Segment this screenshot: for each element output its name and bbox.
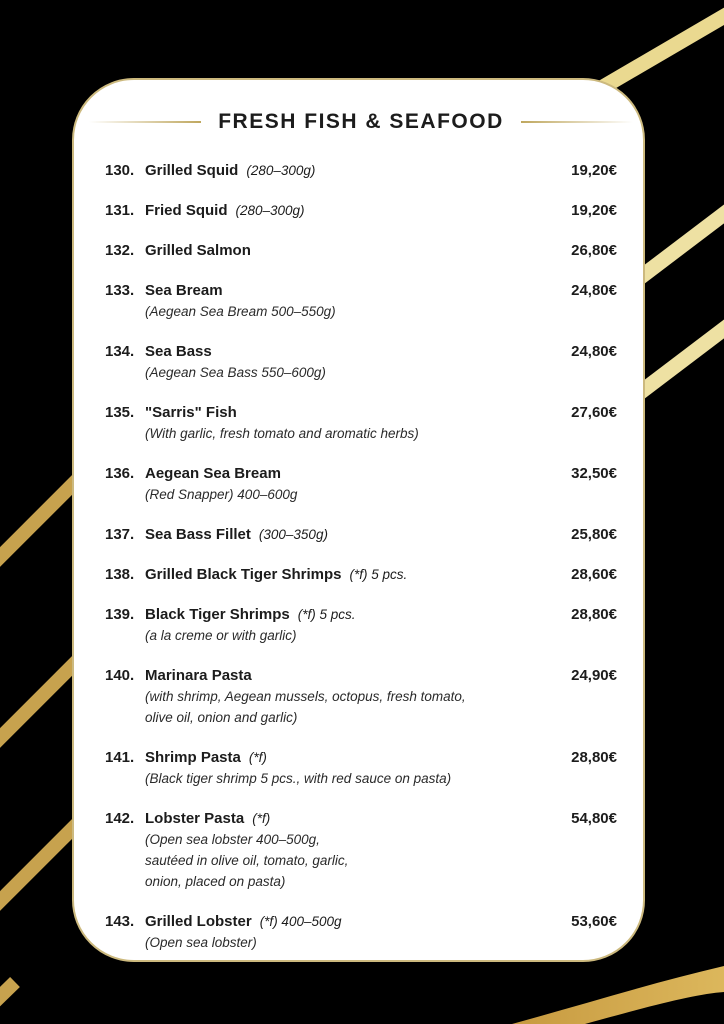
menu-item xyxy=(105,747,617,789)
menu-item xyxy=(105,808,617,892)
item-price: 24,90€ xyxy=(571,667,617,684)
item-name-wrap xyxy=(145,911,342,932)
item-price: 54,80€ xyxy=(571,810,617,827)
item-name-wrap xyxy=(145,604,356,625)
item-price: 32,50€ xyxy=(571,465,617,482)
item-description xyxy=(105,424,617,444)
item-description-line: (With garlic, fresh tomato and aromatic herbs) xyxy=(145,426,419,441)
menu-item xyxy=(105,240,617,261)
item-name-wrap xyxy=(145,665,252,686)
item-number: 132. xyxy=(105,242,135,259)
item-name-wrap xyxy=(145,808,270,829)
menu-item-line xyxy=(105,564,617,585)
item-detail-inline: (*f) 5 pcs. xyxy=(349,567,408,582)
menu-item-line xyxy=(105,402,617,423)
item-number: 140. xyxy=(105,667,135,684)
item-description xyxy=(105,626,617,646)
menu-item xyxy=(105,200,617,221)
menu-item xyxy=(105,524,617,545)
gold-swoosh xyxy=(512,966,724,1024)
item-name-wrap xyxy=(145,200,305,221)
item-price: 28,80€ xyxy=(571,606,617,623)
item-number: 134. xyxy=(105,343,135,360)
item-name: Aegean Sea Bream xyxy=(145,465,281,482)
menu-item-line xyxy=(105,463,617,484)
item-name: Grilled Squid xyxy=(145,162,239,179)
item-price: 28,60€ xyxy=(571,566,617,583)
menu-item-line xyxy=(105,808,617,829)
menu-item-line xyxy=(105,747,617,768)
item-name-wrap xyxy=(145,240,251,261)
item-number: 135. xyxy=(105,404,135,421)
item-description-line: (Aegean Sea Bass 550–600g) xyxy=(145,365,326,380)
item-price: 28,80€ xyxy=(571,749,617,766)
item-name-wrap xyxy=(145,341,212,362)
item-detail-inline: (280–300g) xyxy=(246,163,316,178)
item-description-line: sautéed in olive oil, tomato, garlic, xyxy=(145,853,349,868)
menu-item-line xyxy=(105,341,617,362)
item-detail-inline: (280–300g) xyxy=(235,203,305,218)
page-title: FRESH FISH & SEAFOOD xyxy=(218,110,504,133)
item-detail-inline: (300–350g) xyxy=(258,527,328,542)
item-name-wrap xyxy=(145,280,223,301)
title-left-dash xyxy=(89,121,201,124)
menu-item xyxy=(105,665,617,728)
item-name: Fried Squid xyxy=(145,202,228,219)
menu-item xyxy=(105,564,617,585)
item-description xyxy=(105,687,617,728)
item-price: 27,60€ xyxy=(571,404,617,421)
menu-items-list xyxy=(105,160,617,953)
item-description-line: (Aegean Sea Bream 500–550g) xyxy=(145,304,336,319)
item-description xyxy=(105,769,617,789)
item-name: Marinara Pasta xyxy=(145,667,252,684)
section-header xyxy=(105,110,617,134)
item-name-wrap xyxy=(145,524,328,545)
item-price: 19,20€ xyxy=(571,162,617,179)
title-right-dash xyxy=(521,121,633,124)
item-detail-inline: (*f) xyxy=(252,811,271,826)
item-number: 131. xyxy=(105,202,135,219)
item-description-line: (Open sea lobster) xyxy=(145,935,257,950)
menu-item-line xyxy=(105,524,617,545)
item-number: 143. xyxy=(105,913,135,930)
item-number: 133. xyxy=(105,282,135,299)
menu-item xyxy=(105,160,617,181)
item-number: 137. xyxy=(105,526,135,543)
item-detail-inline: (*f) 5 pcs. xyxy=(297,607,356,622)
item-name: Lobster Pasta xyxy=(145,810,245,827)
item-price: 19,20€ xyxy=(571,202,617,219)
item-description-line: (Black tiger shrimp 5 pcs., with red sauce on pasta) xyxy=(145,771,452,786)
item-description xyxy=(105,933,617,953)
item-number: 139. xyxy=(105,606,135,623)
menu-item-line xyxy=(105,160,617,181)
item-name-wrap xyxy=(145,564,407,585)
item-price: 25,80€ xyxy=(571,526,617,543)
item-number: 142. xyxy=(105,810,135,827)
item-name: "Sarris" Fish xyxy=(145,404,237,421)
menu-card xyxy=(72,78,645,962)
item-description xyxy=(105,830,617,892)
menu-item-line xyxy=(105,665,617,686)
item-price: 24,80€ xyxy=(571,282,617,299)
item-name: Grilled Black Tiger Shrimps xyxy=(145,566,342,583)
menu-item xyxy=(105,341,617,383)
menu-item-line xyxy=(105,911,617,932)
item-name: Black Tiger Shrimps xyxy=(145,606,290,623)
item-description-line: (a la creme or with garlic) xyxy=(145,628,297,643)
menu-item xyxy=(105,463,617,505)
item-name: Grilled Lobster xyxy=(145,913,252,930)
menu-item-line xyxy=(105,200,617,221)
menu-item-line xyxy=(105,604,617,625)
item-price: 26,80€ xyxy=(571,242,617,259)
item-name: Sea Bass Fillet xyxy=(145,526,251,543)
gold-diagonal-line-left-4 xyxy=(0,982,15,1024)
item-description-line: (with shrimp, Aegean mussels, octopus, fresh tomato, xyxy=(145,689,466,704)
item-description xyxy=(105,302,617,322)
item-name: Shrimp Pasta xyxy=(145,749,241,766)
item-number: 141. xyxy=(105,749,135,766)
menu-item xyxy=(105,911,617,953)
menu-item-line xyxy=(105,280,617,301)
item-number: 130. xyxy=(105,162,135,179)
item-name-wrap xyxy=(145,402,237,423)
item-number: 136. xyxy=(105,465,135,482)
menu-item-line xyxy=(105,240,617,261)
menu-item xyxy=(105,604,617,646)
item-price: 24,80€ xyxy=(571,343,617,360)
item-name-wrap xyxy=(145,747,267,768)
item-name: Sea Bass xyxy=(145,343,212,360)
item-name: Grilled Salmon xyxy=(145,242,251,259)
item-name: Sea Bream xyxy=(145,282,223,299)
item-description-line: (Red Snapper) 400–600g xyxy=(145,487,298,502)
item-name-wrap xyxy=(145,160,315,181)
item-number: 138. xyxy=(105,566,135,583)
menu-item xyxy=(105,402,617,444)
item-detail-inline: (*f) xyxy=(248,750,267,765)
item-name-wrap xyxy=(145,463,281,484)
menu-item xyxy=(105,280,617,322)
item-description xyxy=(105,363,617,383)
item-price: 53,60€ xyxy=(571,913,617,930)
item-description-line: (Open sea lobster 400–500g, xyxy=(145,832,320,847)
item-detail-inline: (*f) 400–500g xyxy=(259,914,342,929)
item-description xyxy=(105,485,617,505)
item-description-line: onion, placed on pasta) xyxy=(145,874,286,889)
item-description-line: olive oil, onion and garlic) xyxy=(145,710,298,725)
